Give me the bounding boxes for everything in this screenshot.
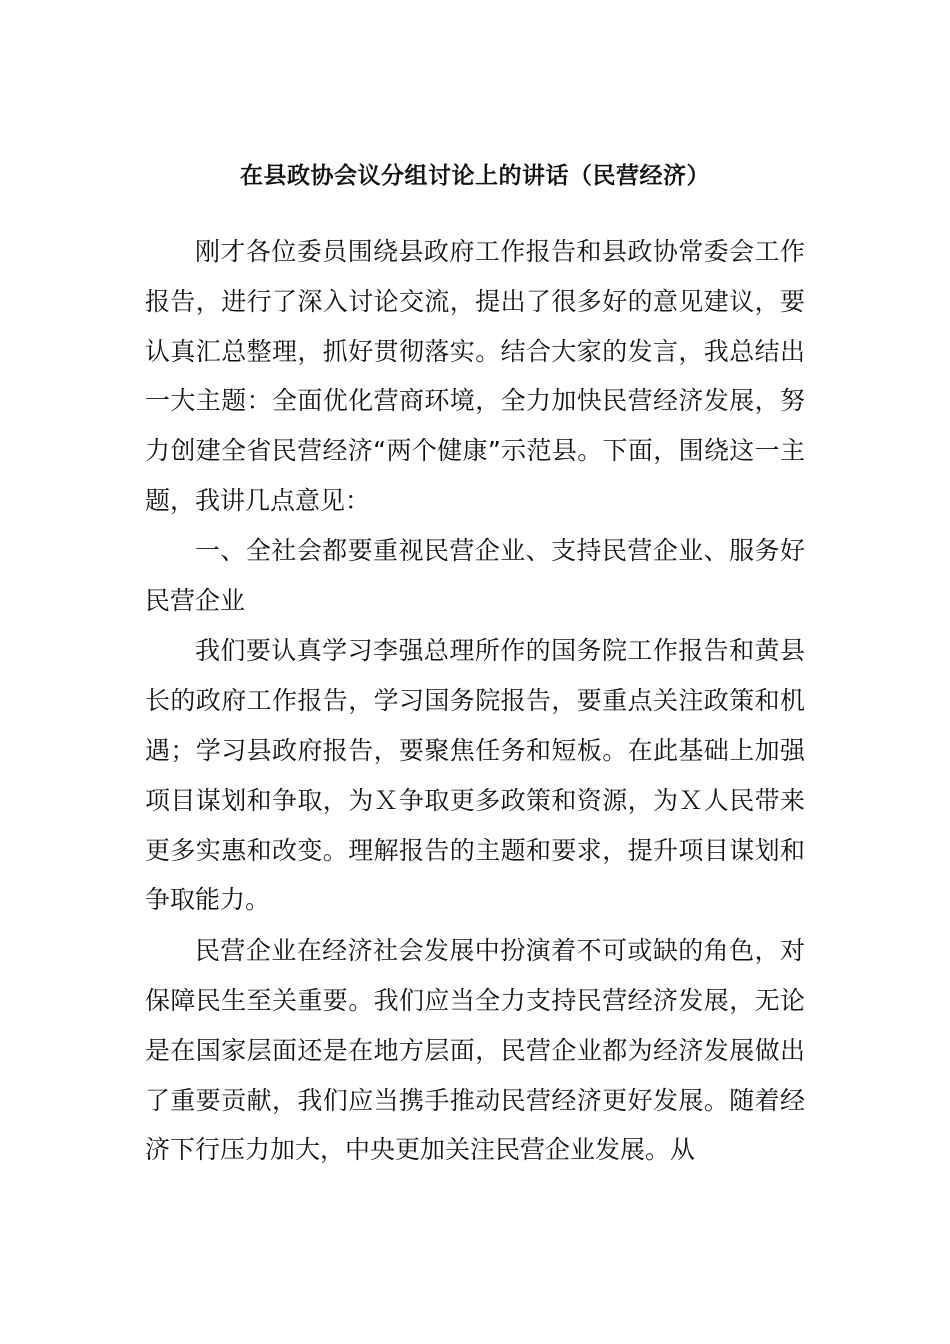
paragraph-intro: 刚才各位委员围绕县政府工作报告和县政协常委会工作报告，进行了深入讨论交流，提出了很多好的意见建议，要认真汇总整理，抓好贯彻落实。结合大家的发言，我总结出一大主题：全面优化营商环境，全力加快民营经济发展，努力创建全省民营经济“两个健康”示范县。下面，围绕这一主题，我讲几点意见： — [145, 237, 805, 515]
document-body — [145, 227, 805, 1175]
document-title: 在县政协会议分组讨论上的讲话（民营经济） — [240, 163, 710, 189]
section-heading-1: 一、全社会都要重视民营企业、支持民营企业、服务好民营企业 — [145, 535, 805, 615]
paragraph-study-reports: 我们要认真学习李强总理所作的国务院工作报告和黄县长的政府工作报告，学习国务院报告，要重点关注政策和机遇；学习县政府报告，要聚焦任务和短板。在此基础上加强项目谋划和争取，为Ｘ争取更多政策和资源，为Ｘ人民带来更多实惠和改变。理解报告的主题和要求，提升项目谋划和争取能力。 — [145, 636, 805, 915]
paragraph-private-enterprise: 民营企业在经济社会发展中扮演着不可或缺的角色，对保障民生至关重要。我们应当全力支持民营经济发展，无论是在国家层面还是在地方层面，民营企业都为经济发展做出了重要贡献，我们应当携手推动民营经济更好发展。随着经济下行压力加大，中央更加关注民营企业发展。从 — [145, 936, 805, 1165]
